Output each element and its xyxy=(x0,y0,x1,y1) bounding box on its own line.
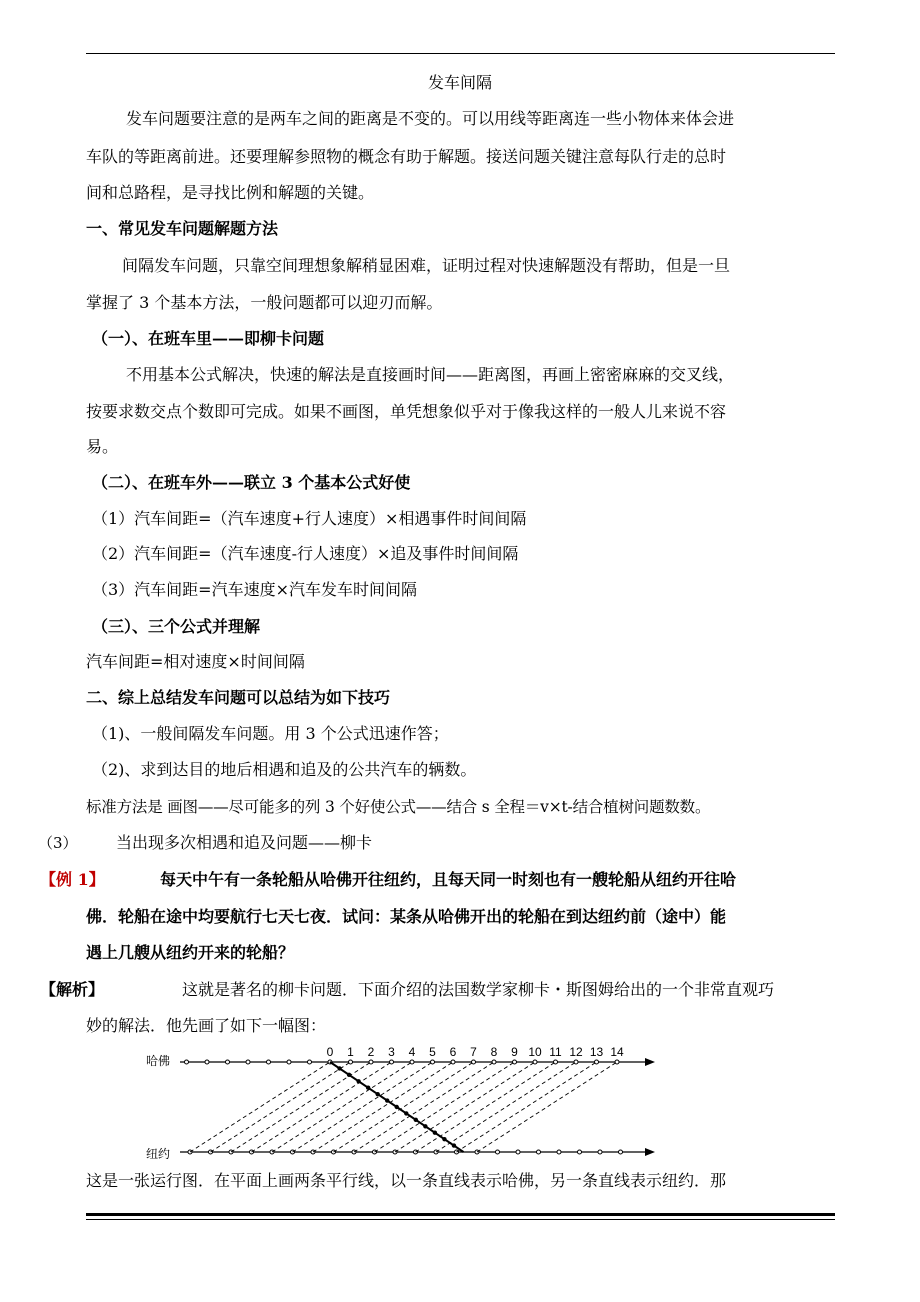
day-label: 3 xyxy=(388,1045,395,1059)
closing-line: 这是一张运行图．在平面上画两条平行线，以一条直线表示哈佛，另一条直线表示纽约．那 xyxy=(86,1171,727,1190)
day-label: 7 xyxy=(470,1045,477,1059)
section2-item-3-number: （3） xyxy=(38,834,78,852)
newyork-label: 纽约 xyxy=(146,1147,171,1161)
formula-1: （1）汽车间距=（汽车速度+行人速度）×相遇事件时间间隔 xyxy=(92,509,527,528)
meeting-point xyxy=(347,1073,351,1077)
newyork-marker xyxy=(537,1150,541,1154)
day-label: 2 xyxy=(367,1045,375,1059)
meeting-point xyxy=(366,1086,370,1090)
meeting-point xyxy=(404,1111,408,1115)
harvard-marker xyxy=(287,1060,291,1064)
day-label: 9 xyxy=(511,1045,518,1059)
day-label: 13 xyxy=(589,1045,604,1059)
day-label: 6 xyxy=(449,1045,457,1059)
day-label: 4 xyxy=(408,1045,416,1059)
header-rule xyxy=(86,53,835,54)
page-title: 发车间隔 xyxy=(427,73,492,92)
newyork-ship-route xyxy=(293,1062,433,1152)
intro-line-3: 间和总路程，是寻找比例和解题的关键。 xyxy=(86,183,375,202)
sub2-heading: （二）、在班车外——联立 3 个基本公式好使 xyxy=(92,473,411,492)
meeting-point xyxy=(356,1079,360,1083)
section1-heading: 一、常见发车问题解题方法 xyxy=(86,219,279,238)
newyork-ship-route xyxy=(354,1062,494,1152)
newyork-ship-route xyxy=(477,1062,617,1152)
day-label: 12 xyxy=(569,1045,583,1059)
day-label: 14 xyxy=(610,1045,624,1059)
example-line-1: 每天中午有一条轮船从哈佛开往纽约，且每天同一时刻也有一艘轮船从纽约开往哈 xyxy=(160,870,737,889)
footer-rule-thick xyxy=(86,1213,835,1216)
meeting-point xyxy=(395,1105,399,1109)
intro-line-2: 车队的等距离前进。还要理解参照物的概念有助于解题。接送问题关键注意每队行走的总时 xyxy=(86,147,727,166)
example-line-2: 佛．轮船在途中均要航行七天七夜．试问：某条从哈佛开出的轮船在到达纽约前（途中）能 xyxy=(86,907,727,926)
section1-para-1: 间隔发车问题，只靠空间理想象解稍显困难，证明过程对快速解题没有帮助，但是一旦 xyxy=(122,256,731,275)
newyork-arrow xyxy=(645,1148,655,1156)
section2-heading: 二、综上总结发车问题可以总结为如下技巧 xyxy=(86,688,391,707)
analysis-tag: 【解析】 xyxy=(40,980,105,999)
day-label: 10 xyxy=(528,1045,542,1059)
analysis-line-1: 这就是著名的柳卡问题．下面介绍的法国数学家柳卡・斯图姆给出的一个非常直观巧 xyxy=(182,980,775,999)
sub1-para-1: 不用基本公式解决，快速的解法是直接画时间——距离图，再画上密密麻麻的交叉线， xyxy=(126,365,735,384)
newyork-marker xyxy=(516,1150,520,1154)
newyork-ship-route xyxy=(272,1062,412,1152)
diagram-lines xyxy=(180,1045,655,1156)
sub3-heading: （三）、三个公式并理解 xyxy=(92,617,261,636)
harvard-marker xyxy=(308,1060,312,1064)
harvard-marker xyxy=(246,1060,250,1064)
meeting-point xyxy=(337,1066,341,1070)
meeting-point xyxy=(452,1143,456,1147)
sub1-para-3: 易。 xyxy=(86,437,119,456)
day-label: 8 xyxy=(490,1045,498,1059)
meeting-point xyxy=(414,1118,418,1122)
sub1-heading: （一）、在班车里——即柳卡问题 xyxy=(92,329,325,348)
intro-line-1: 发车问题要注意的是两车之间的距离是不变的。可以用线等距离连一些小物体来体会进 xyxy=(126,109,735,128)
section2-item-1: （1)、一般间隔发车问题。用 3 个公式迅速作答； xyxy=(92,724,449,743)
example-line-3: 遇上几艘从纽约开来的轮船？ xyxy=(86,943,295,962)
newyork-marker xyxy=(578,1150,582,1154)
newyork-ship-route xyxy=(252,1062,392,1152)
newyork-ship-route xyxy=(211,1062,351,1152)
formula-3: （3）汽车间距=汽车速度×汽车发车时间间隔 xyxy=(92,580,417,599)
day-label: 1 xyxy=(347,1045,354,1059)
newyork-marker xyxy=(496,1150,500,1154)
newyork-marker xyxy=(598,1150,602,1154)
day-label: 11 xyxy=(549,1045,562,1059)
harvard-marker xyxy=(185,1060,189,1064)
section2-item-3-text: 当出现多次相遇和追及问题——柳卡 xyxy=(116,833,373,852)
analysis-line-2: 妙的解法．他先画了如下一幅图： xyxy=(86,1016,327,1035)
sub3-line: 汽车间距=相对速度×时间间隔 xyxy=(86,652,305,671)
meeting-point xyxy=(375,1092,379,1096)
newyork-ship-route xyxy=(436,1062,576,1152)
section2-item-standard: 标准方法是 画图——尽可能多的列 3 个好使公式——结合 s 全程＝v×t-结合植树问题数数。 xyxy=(86,798,711,816)
day-label: 5 xyxy=(429,1045,436,1059)
example-tag: 【例 1】 xyxy=(40,870,105,889)
harvard-marker xyxy=(205,1060,209,1064)
newyork-marker xyxy=(557,1150,561,1154)
formula-2: （2）汽车间距=（汽车速度-行人速度）×追及事件时间间隔 xyxy=(92,544,519,563)
newyork-marker xyxy=(619,1150,623,1154)
meeting-point xyxy=(433,1131,437,1135)
newyork-ship-route xyxy=(334,1062,474,1152)
newyork-ship-route xyxy=(416,1062,556,1152)
harvard-marker xyxy=(267,1060,271,1064)
harvard-arrow xyxy=(645,1058,655,1066)
schedule-diagram xyxy=(140,1040,660,1165)
section2-item-2: （2)、求到达目的地后相遇和追及的公共汽车的辆数。 xyxy=(92,760,477,779)
newyork-ship-route xyxy=(190,1062,330,1152)
section1-para-2: 掌握了 3 个基本方法，一般问题都可以迎刃而解。 xyxy=(86,293,443,312)
newyork-ship-route xyxy=(457,1062,597,1152)
meeting-point xyxy=(442,1137,446,1141)
footer-rule-thin xyxy=(86,1219,835,1220)
day-label: 0 xyxy=(326,1045,334,1059)
harvard-label: 哈佛 xyxy=(146,1054,171,1068)
meeting-point xyxy=(385,1098,389,1102)
harvard-marker xyxy=(226,1060,230,1064)
newyork-ship-route xyxy=(313,1062,453,1152)
newyork-ship-route xyxy=(395,1062,535,1152)
sub1-para-2: 按要求数交点个数即可完成。如果不画图，单凭想象似乎对于像我这样的一般人儿来说不容 xyxy=(86,402,727,421)
meeting-point xyxy=(423,1124,427,1128)
